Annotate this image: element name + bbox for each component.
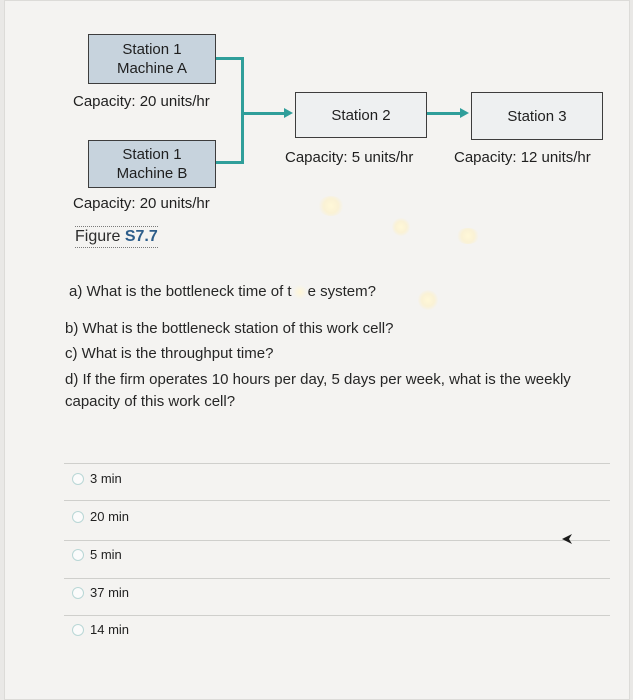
figure-id: S7.7 xyxy=(124,228,158,245)
arrow-to-station3-icon xyxy=(460,108,469,118)
station2-label: Station 2 xyxy=(331,106,391,124)
option-3-min[interactable] xyxy=(72,471,122,486)
option-label: 5 min xyxy=(90,547,122,562)
question-a-glare-gap xyxy=(292,285,308,299)
radio-button-icon[interactable] xyxy=(72,624,84,636)
station3-label: Station 3 xyxy=(507,107,567,125)
option-14-min[interactable] xyxy=(72,622,129,637)
question-c: c) What is the throughput time? xyxy=(65,345,274,362)
figure-prefix: Figure xyxy=(75,228,121,245)
figure-label xyxy=(75,226,158,248)
radio-button-icon[interactable] xyxy=(72,473,84,485)
option-5-min[interactable] xyxy=(72,547,122,562)
station1a-line2: Machine A xyxy=(116,60,188,77)
option-20-min[interactable] xyxy=(72,509,129,524)
station1-machine-a-box xyxy=(88,34,216,84)
connector-a-horizontal xyxy=(216,57,244,60)
divider xyxy=(64,463,610,464)
option-label: 37 min xyxy=(90,585,130,600)
station1a-line1: Station 1 xyxy=(122,41,182,58)
option-label: 14 min xyxy=(90,622,130,637)
connector-to-station2 xyxy=(244,112,284,115)
question-a-text: a) What is the bottleneck time of t xyxy=(69,283,292,300)
glare-spot xyxy=(418,290,438,310)
glare-spot xyxy=(456,228,480,244)
divider xyxy=(64,500,610,501)
question-b: b) What is the bottleneck station of this work cell? xyxy=(65,320,394,337)
capacity-machine-b: Capacity: 20 units/hr xyxy=(73,195,210,212)
capacity-station3: Capacity: 12 units/hr xyxy=(454,149,591,166)
connector-b-horizontal xyxy=(216,161,244,164)
divider xyxy=(64,578,610,579)
station3-box xyxy=(471,92,603,140)
station1b-line1: Station 1 xyxy=(122,146,182,163)
arrow-to-station2-icon xyxy=(284,108,293,118)
station2-box xyxy=(295,92,427,138)
question-a-text-end: e system? xyxy=(307,283,376,300)
question-a xyxy=(69,283,376,300)
capacity-station2: Capacity: 5 units/hr xyxy=(285,149,414,166)
connector-vertical xyxy=(241,57,244,164)
option-label: 20 min xyxy=(90,509,130,524)
divider xyxy=(64,540,610,541)
question-page xyxy=(4,0,630,700)
option-37-min[interactable] xyxy=(72,585,129,600)
mouse-cursor-icon xyxy=(560,532,574,546)
glare-spot xyxy=(318,196,344,216)
capacity-machine-a: Capacity: 20 units/hr xyxy=(73,93,210,110)
radio-button-icon[interactable] xyxy=(72,587,84,599)
connector-to-station3 xyxy=(427,112,460,115)
question-d: d) If the firm operates 10 hours per day, 5 days per week, what is the weekly capacity of this work cell? xyxy=(65,371,571,410)
radio-button-icon[interactable] xyxy=(72,549,84,561)
radio-button-icon[interactable] xyxy=(72,511,84,523)
station1b-line2: Machine B xyxy=(116,165,188,182)
glare-spot xyxy=(392,218,410,236)
option-label: 3 min xyxy=(90,471,122,486)
station1-machine-b-box xyxy=(88,140,216,188)
divider xyxy=(64,615,610,616)
